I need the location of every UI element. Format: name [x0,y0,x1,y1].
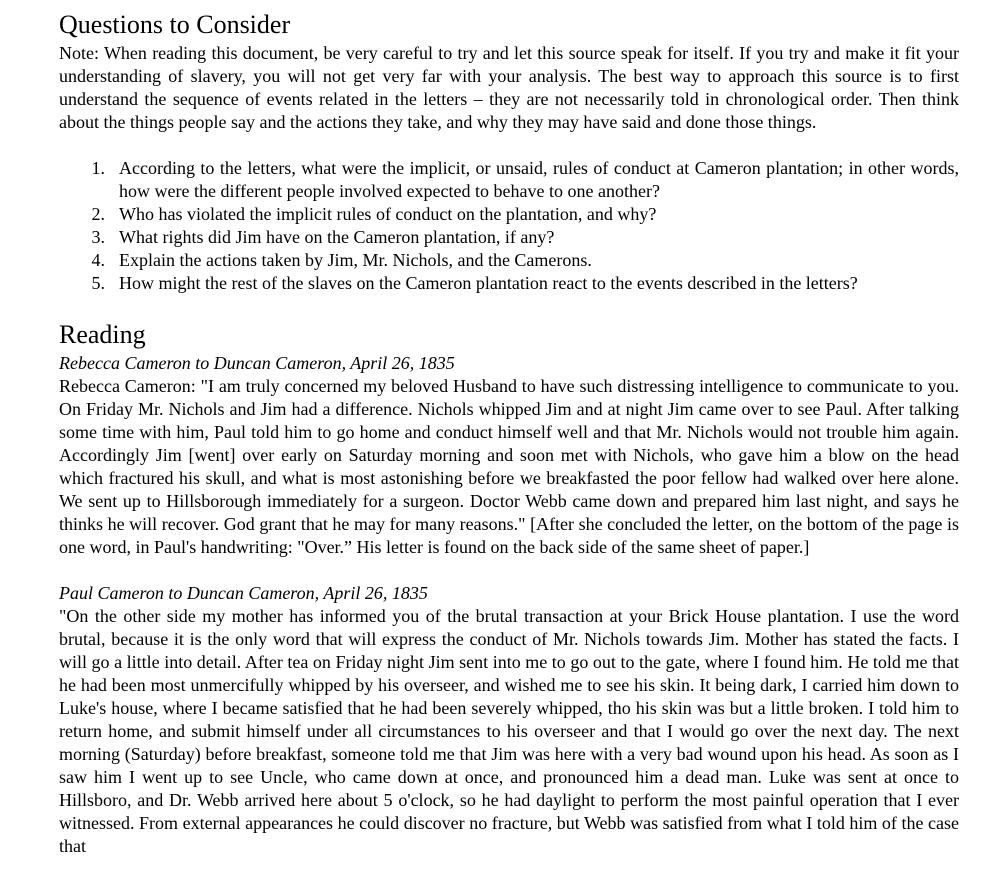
letter-spacer [59,559,959,582]
document-page [59,8,959,858]
question-item [59,203,959,226]
reading-heading: Reading [59,320,146,349]
letter-2-body: "On the other side my mother has informed you of the brutal transaction at your Brick House plantation. I use the word brutal, because it is the only word that will express the conduct of Mr. Nichols towards Jim. Mother has stated the facts. I will go a little into detail. After tea on Friday night Jim sent into me to go out to the gate, where I found him. He told me that he had been most unmercifully whipped by his overseer, and wished me to see his skin. It being dark, I carried him down to Luke's house, where I became satisfied that he had been severely whipped, tho his skin was but a little broken. I told him to return home, and submit himself under all circumstances to his overseer and that I would go over the next day. The next morning (Saturday) before breakfast, someone told me that Jim was here with a very bad wound upon his head. As soon as I saw him I went up to see Uncle, who came down at once, and pronounced him a dead man. Luke was sent at once to Hillsboro, and Dr. Webb arrived here about 5 o'clock, so he had daylight to perform the most painful operation that I ever witnessed. From external appearances he could discover no fracture, but Webb was satisfied from what I told him of the case that [59,606,959,856]
question-text: According to the letters, what were the implicit, or unsaid, rules of conduct at Cameron plantation; in other words, how were the different people involved expected to behave to one another? [119,158,959,201]
question-text: How might the rest of the slaves on the Cameron plantation react to the events described in the letters? [119,273,858,293]
question-text: Explain the actions taken by Jim, Mr. Nichols, and the Camerons. [119,250,592,270]
question-item [59,272,959,295]
question-item [59,157,959,203]
question-text: Who has violated the implicit rules of conduct on the plantation, and why? [119,204,657,224]
questions-heading: Questions to Consider [59,10,291,39]
question-number: 2. [91,204,105,224]
question-item [59,249,959,272]
question-number: 5. [91,273,105,293]
questions-section [59,8,959,295]
reading-section [59,318,959,858]
question-text: What rights did Jim have on the Cameron plantation, if any? [119,227,555,247]
letter-1-caption: Rebecca Cameron to Duncan Cameron, April 26, 1835 [59,353,455,373]
letter-2-caption: Paul Cameron to Duncan Cameron, April 26, 1835 [59,583,428,603]
letter-1-body: Rebecca Cameron: "I am truly concerned my beloved Husband to have such distressing intelligence to communicate to you. On Friday Mr. Nichols and Jim had a difference. Nichols whipped Jim and at night Jim came over to see Paul. After talking some time with him, Paul told him to go home and conduct himself well and that Mr. Nichols would not trouble him again. Accordingly Jim [went] over early on Saturday morning and soon met with Nichols, who gave him a blow on the head which fractured his skull, and what is most astonishing before we breakfasted the poor fellow had walked over here alone. We sent up to Hillsborough immediately for a surgeon. Doctor Webb came down and prepared him last night, and says he thinks he will recover. God grant that he may for many reasons." [After she concluded the letter, on the bottom of the page is one word, in Paul's handwriting: "Over.” His letter is found on the back side of the same sheet of paper.] [59,376,959,557]
question-item [59,226,959,249]
question-number: 1. [91,158,105,178]
reading-note: Note: When reading this document, be very careful to try and let this source speak for itself. If you try and make it fit your understanding of slavery, you will not get very far with your analysis. The best way to approach this source is to first understand the sequence of events related in the letters – they are not necessarily told in chronological order. Then think about the things people say and the actions they take, and why they may have said and done those things. [59,43,959,132]
question-number: 3. [91,227,105,247]
question-number: 4. [91,250,105,270]
questions-list [59,157,959,295]
section-spacer [59,295,959,318]
